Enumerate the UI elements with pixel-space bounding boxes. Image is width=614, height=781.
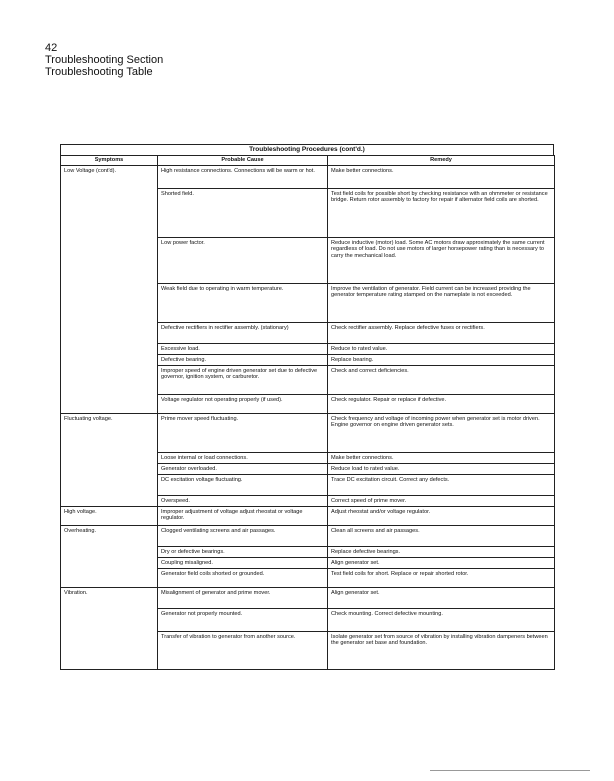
page-edge-mark bbox=[430, 770, 590, 771]
page-number: 42 bbox=[45, 42, 58, 54]
probable-cause-cell: High resistance connections. Connections will be warm or hot. bbox=[158, 166, 328, 189]
column-header-probable-cause: Probable Cause bbox=[158, 156, 328, 166]
probable-cause-cell: Loose internal or load connections. bbox=[158, 453, 328, 464]
symptom-cell: Overheating. bbox=[61, 526, 158, 588]
probable-cause-cell: Voltage regulator not operating properly (if used). bbox=[158, 395, 328, 414]
remedy-cell: Check mounting. Correct defective mounting. bbox=[328, 609, 555, 632]
probable-cause-cell: Defective rectifiers in rectifier assembly. (stationary) bbox=[158, 323, 328, 344]
remedy-cell: Reduce inductive (motor) load. Some AC motors draw approximately the same current regardless of load. Do not use motors of larger horsepower rating than is necessary to carry the mechanical load. bbox=[328, 238, 555, 284]
remedy-cell: Trace DC excitation circuit. Correct any defects. bbox=[328, 475, 555, 496]
remedy-cell: Align generator set. bbox=[328, 558, 555, 569]
column-header-remedy: Remedy bbox=[328, 156, 555, 166]
probable-cause-cell: DC excitation voltage fluctuating. bbox=[158, 475, 328, 496]
probable-cause-cell: Excessive load. bbox=[158, 344, 328, 355]
probable-cause-cell: Improper speed of engine driven generator set due to defective governor, ignition system, or carburetor. bbox=[158, 366, 328, 395]
remedy-cell: Check rectifier assembly. Replace defective fuses or rectifiers. bbox=[328, 323, 555, 344]
subsection-title: Troubleshooting Table bbox=[45, 66, 153, 78]
probable-cause-cell: Clogged ventilating screens and air passages. bbox=[158, 526, 328, 547]
remedy-cell: Reduce load to rated value. bbox=[328, 464, 555, 475]
table-header-row bbox=[61, 156, 555, 166]
probable-cause-cell: Shorted field. bbox=[158, 189, 328, 238]
remedy-cell: Correct speed of prime mover. bbox=[328, 496, 555, 507]
table-row bbox=[61, 526, 555, 547]
remedy-cell: Make better connections. bbox=[328, 453, 555, 464]
remedy-cell: Make better connections. bbox=[328, 166, 555, 189]
troubleshooting-table bbox=[60, 155, 555, 670]
remedy-cell: Check and correct deficiencies. bbox=[328, 366, 555, 395]
table-row bbox=[61, 166, 555, 189]
remedy-cell: Align generator set. bbox=[328, 588, 555, 609]
page-header bbox=[45, 42, 163, 78]
remedy-cell: Clean all screens and air passages. bbox=[328, 526, 555, 547]
probable-cause-cell: Transfer of vibration to generator from another source. bbox=[158, 632, 328, 670]
troubleshooting-table-container bbox=[60, 144, 554, 670]
remedy-cell: Adjust rheostat and/or voltage regulator. bbox=[328, 507, 555, 526]
column-header-symptoms: Symptoms bbox=[61, 156, 158, 166]
probable-cause-cell: Generator not properly mounted. bbox=[158, 609, 328, 632]
symptom-cell: High voltage. bbox=[61, 507, 158, 526]
table-body bbox=[61, 166, 555, 670]
remedy-cell: Test field coils for possible short by checking resistance with an ohmmeter or resistance bridge. Return rotor assembly to factory for repair if alternator field coils are shorted. bbox=[328, 189, 555, 238]
symptom-cell: Fluctuating voltage. bbox=[61, 414, 158, 507]
remedy-cell: Replace defective bearings. bbox=[328, 547, 555, 558]
remedy-cell: Improve the ventilation of generator. Field current can be increased providing the generator temperature rating stamped on the nameplate is not exceeded. bbox=[328, 284, 555, 323]
remedy-cell: Check regulator. Repair or replace if defective. bbox=[328, 395, 555, 414]
remedy-cell: Reduce to rated value. bbox=[328, 344, 555, 355]
probable-cause-cell: Overspeed. bbox=[158, 496, 328, 507]
table-row bbox=[61, 507, 555, 526]
remedy-cell: Isolate generator set from source of vibration by installing vibration dampeners between the generator set base and foundation. bbox=[328, 632, 555, 670]
probable-cause-cell: Misalignment of generator and prime mover. bbox=[158, 588, 328, 609]
table-row bbox=[61, 588, 555, 609]
probable-cause-cell: Defective bearing. bbox=[158, 355, 328, 366]
symptom-cell: Low Voltage (cont'd). bbox=[61, 166, 158, 414]
table-row bbox=[61, 414, 555, 453]
probable-cause-cell: Generator overloaded. bbox=[158, 464, 328, 475]
remedy-cell: Check frequency and voltage of incoming power when generator set is motor driven. Engine governor on engine driven generator sets. bbox=[328, 414, 555, 453]
probable-cause-cell: Generator field coils shorted or grounded. bbox=[158, 569, 328, 588]
probable-cause-cell: Improper adjustment of voltage adjust rheostat or voltage regulator. bbox=[158, 507, 328, 526]
section-title: Troubleshooting Section bbox=[45, 54, 164, 66]
probable-cause-cell: Prime mover speed fluctuating. bbox=[158, 414, 328, 453]
symptom-cell: Vibration. bbox=[61, 588, 158, 670]
probable-cause-cell: Low power factor. bbox=[158, 238, 328, 284]
remedy-cell: Test field coils for short. Replace or repair shorted rotor. bbox=[328, 569, 555, 588]
table-title: Troubleshooting Procedures (cont'd.) bbox=[60, 144, 554, 155]
probable-cause-cell: Coupling misaligned. bbox=[158, 558, 328, 569]
probable-cause-cell: Dry or defective bearings. bbox=[158, 547, 328, 558]
remedy-cell: Replace bearing. bbox=[328, 355, 555, 366]
probable-cause-cell: Weak field due to operating in warm temperature. bbox=[158, 284, 328, 323]
